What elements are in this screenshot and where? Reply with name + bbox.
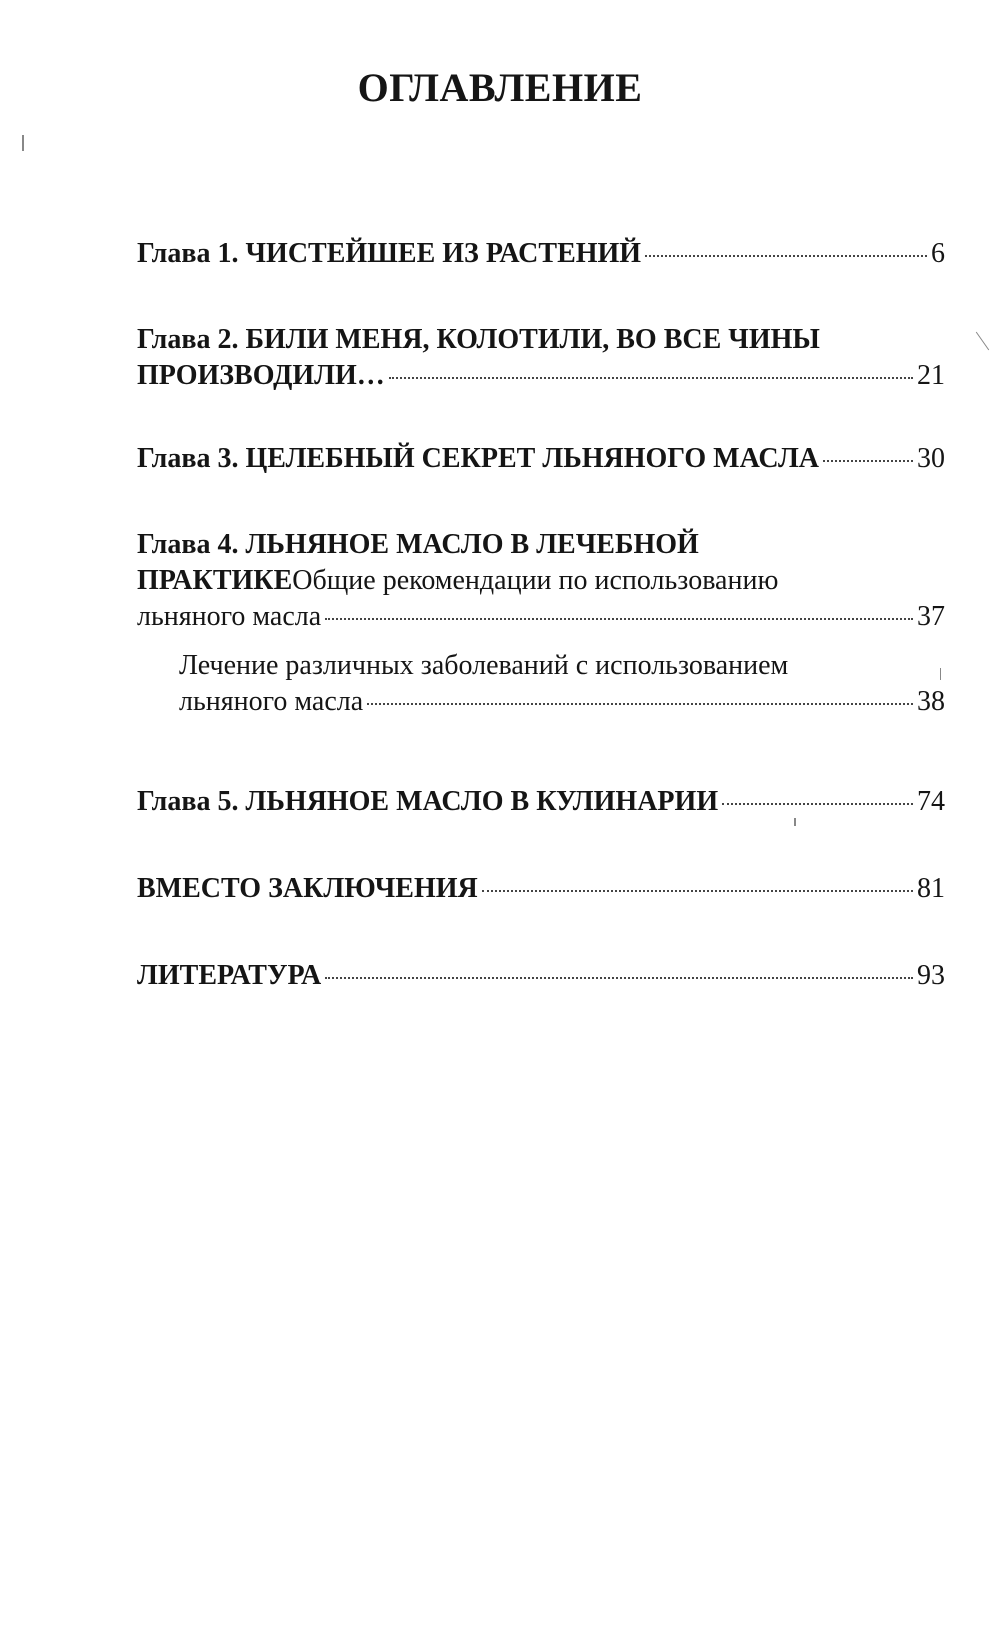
dot-leader <box>482 890 913 892</box>
toc-entry-chapter-4[interactable] <box>137 527 945 635</box>
toc-entry-label-line-1: Глава 4. ЛЬНЯНОЕ МАСЛО В ЛЕЧЕБНОЙ <box>137 529 699 560</box>
toc-entry-label: ВМЕСТО ЗАКЛЮЧЕНИЯ <box>137 873 478 904</box>
scan-speck <box>794 818 796 826</box>
page-title: ОГЛАВЛЕНИЕ <box>357 65 643 110</box>
toc-subentry-label-line-1: Лечение различных заболеваний с использованием <box>179 650 789 681</box>
toc-page-number: 37 <box>917 601 945 632</box>
toc-entry-subtitle-line-2: льняного масла <box>137 601 322 632</box>
toc-entry-literature[interactable] <box>137 958 945 994</box>
dot-leader <box>367 703 913 705</box>
toc-entry-subtitle: Общие рекомендации по использованию <box>292 565 779 596</box>
scan-speck <box>22 135 24 151</box>
scan-speck <box>940 668 941 680</box>
dot-leader <box>645 255 927 257</box>
toc-entry-conclusion[interactable] <box>137 871 945 907</box>
toc-page-number: 81 <box>917 873 945 904</box>
toc-entry-label: Глава 3. ЦЕЛЕБНЫЙ СЕКРЕТ ЛЬНЯНОГО МАСЛА <box>137 443 820 474</box>
toc-entry-label: Глава 5. ЛЬНЯНОЕ МАСЛО В КУЛИНАРИИ <box>137 786 719 817</box>
toc-entry-label-line-1: Глава 2. БИЛИ МЕНЯ, КОЛОТИЛИ, ВО ВСЕ ЧИНЫ <box>137 324 820 355</box>
toc-subentry-label-line-2: льняного масла <box>179 686 364 717</box>
dot-leader <box>325 618 913 620</box>
toc-entry-label-line-2: ПРОИЗВОДИЛИ… <box>137 360 385 391</box>
toc-entry-label: Глава 1. ЧИСТЕЙШЕЕ ИЗ РАСТЕНИЙ <box>137 238 642 269</box>
scan-speck <box>976 332 989 351</box>
toc-entry-chapter-1[interactable] <box>137 236 945 272</box>
toc-page-number: 38 <box>917 686 945 717</box>
toc-entry-chapter-2[interactable] <box>137 322 945 394</box>
toc-page-number: 21 <box>917 360 945 391</box>
toc-entry-label-line-2: ПРАКТИКЕ <box>137 565 293 596</box>
dot-leader <box>722 803 913 805</box>
toc-page-number: 6 <box>931 238 945 269</box>
toc-subentry-chapter-4[interactable] <box>137 648 945 720</box>
toc-page-number: 93 <box>917 960 945 991</box>
toc-entry-chapter-5[interactable] <box>137 784 945 820</box>
dot-leader <box>325 977 913 979</box>
dot-leader <box>823 460 913 462</box>
dot-leader <box>389 377 913 379</box>
toc-page-number: 30 <box>917 443 945 474</box>
toc-entry-label: ЛИТЕРАТУРА <box>137 960 322 991</box>
toc-entry-chapter-3[interactable] <box>137 441 945 477</box>
toc-page-number: 74 <box>917 786 945 817</box>
